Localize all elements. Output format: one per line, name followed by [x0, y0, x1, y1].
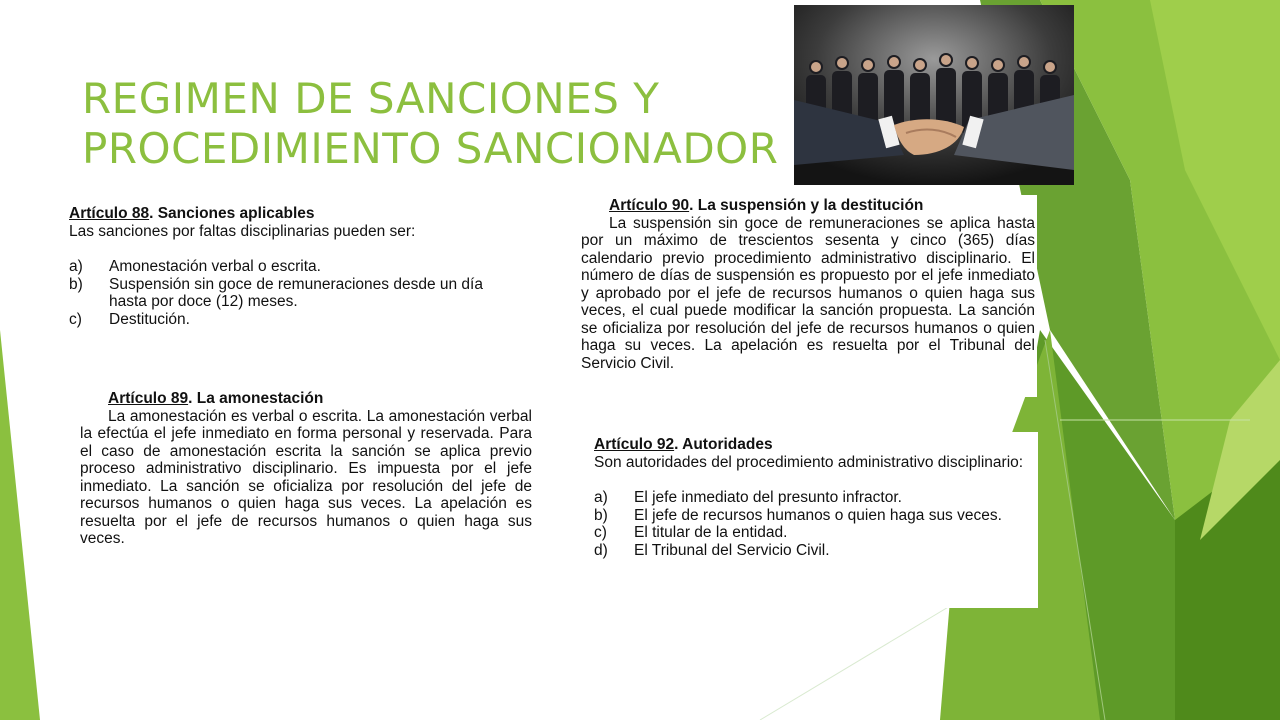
article-92-number: Artículo 92: [594, 436, 675, 453]
list-item-text: Destitución.: [109, 310, 190, 328]
article-90-heading: [581, 197, 1035, 215]
list-item-text: El jefe inmediato del presunto infractor.: [634, 489, 902, 506]
article-90-body: La suspensión sin goce de remuneraciones se aplica hasta por un máximo de trescientos sesenta y cinco (365) días calendario previo procedimiento administrativo disciplinario. El número de días de suspensión es propuesto por el jefe inmediato y aprobado por el jefe de recursos humanos o quien haga sus veces, el cual puede modificar la sanción propuesta. La sanción se oficializa por resolución del jefe de recursos humanos o quien haga su veces. La apelación es resuelta por el Tribunal del Servicio Civil.: [581, 214, 1035, 372]
slide-title: [82, 74, 778, 174]
list-item-letter: c): [69, 310, 82, 328]
list-item: [594, 524, 1036, 542]
article-92-block: [560, 432, 1038, 608]
article-88-title: . Sanciones aplicables: [149, 205, 315, 222]
article-89-body: La amonestación es verbal o escrita. La amonestación verbal la efectúa el jefe inmediato en forma personal y reservada. Para el caso de amonestación escrita la sanción se aplica previo proceso administrativo disciplinario. Es impuesta por el jefe inmediato. La sanción se oficializa por resolución del jefe de recursos humanos o quien haga sus veces. La apelación es resuelta por el jefe de recursos humanos o quien haga sus veces.: [80, 407, 532, 547]
list-item: [69, 258, 499, 276]
list-item-letter: b): [69, 275, 83, 293]
list-item-letter: b): [594, 506, 608, 524]
article-88-number: Artículo 88: [69, 205, 150, 222]
list-item-text: Suspensión sin goce de remuneraciones desde un día hasta por doce (12) meses.: [109, 275, 483, 310]
list-item-letter: a): [69, 258, 83, 275]
article-89-title: . La amonestación: [188, 390, 324, 407]
article-90-block: [578, 195, 1037, 397]
list-item-letter: d): [594, 541, 608, 559]
article-92-title: . Autoridades: [674, 436, 773, 453]
article-90-title: . La suspensión y la destitución: [689, 197, 924, 214]
list-item-text: El jefe de recursos humanos o quien haga sus veces.: [634, 506, 1002, 524]
article-89-number: Artículo 89: [108, 390, 189, 407]
article-90-number: Artículo 90: [609, 197, 690, 214]
list-item: [594, 489, 1036, 507]
article-89-block: [76, 388, 536, 560]
list-item-letter: c): [594, 524, 607, 541]
list-item-text: El Tribunal del Servicio Civil.: [634, 541, 830, 559]
article-88-intro: Las sanciones por faltas disciplinarias pueden ser:: [69, 222, 416, 240]
list-item-letter: a): [594, 489, 608, 506]
list-item: [69, 311, 499, 329]
list-item: [69, 276, 499, 311]
article-88-heading: [69, 205, 499, 223]
article-89-heading: [80, 390, 532, 408]
article-88-block: [66, 203, 499, 345]
article-92-heading: [566, 436, 1036, 454]
slide-title-line1: REGIMEN DE SANCIONES Y: [82, 74, 660, 123]
handshake-team-photo: [794, 5, 1074, 185]
list-item-text: Amonestación verbal o escrita.: [109, 258, 321, 275]
list-item-text: El titular de la entidad.: [634, 524, 788, 541]
slide-title-line2: PROCEDIMIENTO SANCIONADOR: [82, 124, 779, 173]
article-92-intro: Son autoridades del procedimiento administrativo disciplinario:: [594, 453, 1024, 471]
list-item: [594, 542, 1036, 560]
list-item: [594, 507, 1036, 525]
